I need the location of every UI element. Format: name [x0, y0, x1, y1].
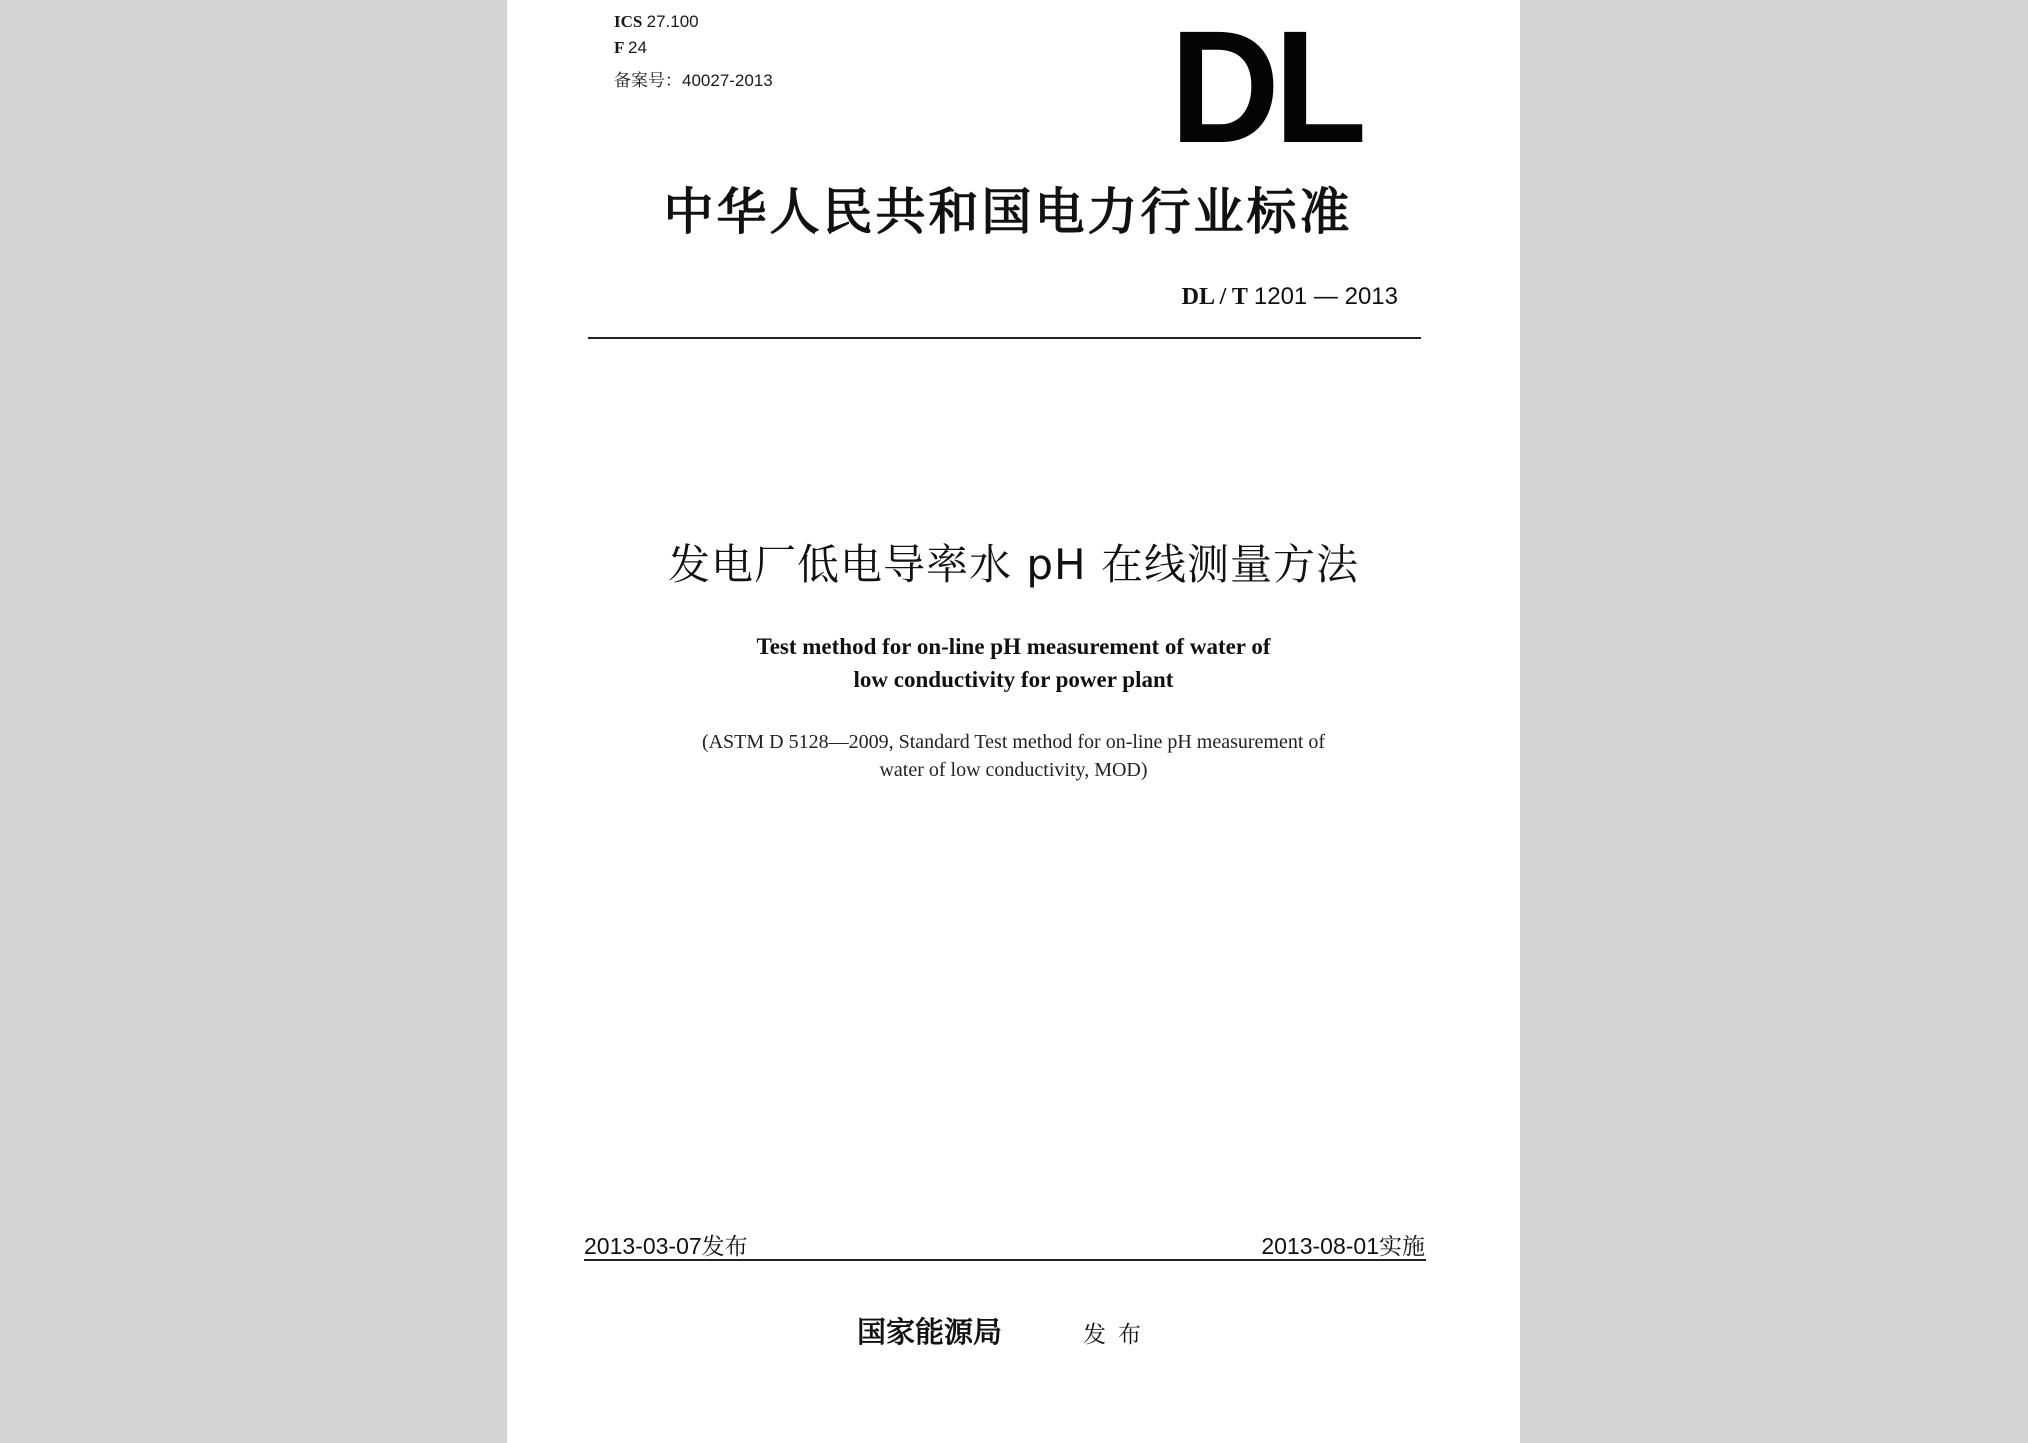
footer-divider [584, 1259, 1426, 1261]
ics-prefix: ICS [614, 12, 643, 31]
standard-prefix: DL / T [1181, 284, 1248, 310]
english-title [507, 630, 1520, 696]
class-value: 24 [628, 38, 647, 57]
document-page [507, 0, 1520, 1443]
header-divider [588, 337, 1421, 339]
reference-line-1: (ASTM D 5128—2009, Standard Test method for on-line pH measurement of [701, 731, 1326, 753]
filing-number: 备案号：40027-2013 [614, 71, 773, 90]
class-prefix: F [614, 38, 624, 57]
publish-date: 2013-03-07发布 [584, 1233, 748, 1259]
classification-code [614, 38, 647, 58]
standard-number: 1201 — 2013 [1253, 283, 1398, 310]
dl-logo: DL [1170, 0, 1362, 176]
ics-value: 27.100 [646, 12, 699, 31]
chinese-title: 发电厂低电导率水 pH 在线测量方法 [668, 540, 1359, 589]
implement-date: 2013-08-01实施 [1261, 1233, 1425, 1259]
english-title-line-2: low conductivity for power plant [853, 667, 1174, 692]
reference-line-2: water of low conductivity, MOD) [879, 759, 1148, 781]
standard-code [1182, 283, 1398, 311]
issue-label: 发布 [1083, 1322, 1153, 1348]
industry-standard-title: 中华人民共和国电力行业标准 [663, 182, 1353, 241]
english-title-line-1: Test method for on-line pH measurement of water of [756, 634, 1271, 659]
issuing-authority: 国家能源局 [857, 1315, 1003, 1349]
reference-standard [507, 728, 1520, 784]
ics-code [614, 12, 699, 32]
